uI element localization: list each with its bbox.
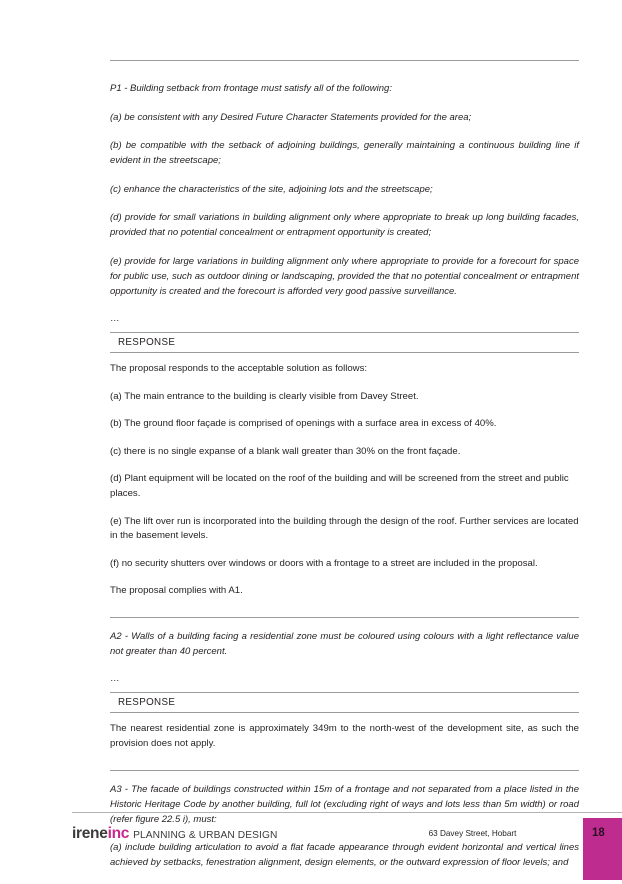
provision-p1-item-a: (a) be consistent with any Desired Future Character Statements provided for the area;: [110, 111, 472, 123]
response-1-item-d: (d) Plant equipment will be located on the roof of the building and will be screened from the street and public places.: [110, 473, 569, 499]
response-1-item-e: (e) The lift over run is incorporated into the building through the design of the roof. Further services are located in the basement levels.: [110, 515, 579, 542]
provision-a2-block: [110, 617, 579, 686]
response-heading-2: [110, 692, 579, 713]
page-footer: [0, 812, 622, 880]
response-1-rule-below: [110, 352, 579, 353]
response-2-rule-below: [110, 712, 579, 713]
response-1-label: RESPONSE: [118, 337, 176, 348]
response-heading-1: [110, 332, 579, 353]
brand-logo: [72, 825, 277, 843]
response-1-item-c: (c) there is no single expanse of a blank wall greater than 30% on the front façade.: [110, 445, 461, 457]
provision-p1-item-c: (c) enhance the characteristics of the site, adjoining lots and the streetscape;: [110, 183, 433, 195]
provision-a2-text: A2 - Walls of a building facing a residential zone must be coloured using colours with a light reflectance value not greater than 40 percent.: [110, 630, 579, 657]
brand-name-first: irene: [72, 825, 108, 842]
page-number-tab: [583, 818, 622, 880]
response-2-text: The nearest residential zone is approximately 349m to the north-west of the development site, as such the provision does not apply.: [110, 723, 579, 750]
provision-a2-ellipsis: …: [110, 673, 120, 685]
footer-address: 63 Davey Street, Hobart: [428, 829, 517, 838]
provision-a3-intro: A3 - The facade of buildings constructed within 15m of a frontage and not separated from a place listed in the Historic Heritage Code by another building, full lot (excluding right of ways and lots less than 5m width) or road (refer figure 22.5 i), must:: [110, 783, 579, 825]
top-divider: [110, 60, 579, 61]
footer-divider: [72, 812, 622, 813]
provision-a3-item-a: (a) include building articulation to avoid a flat facade appearance through evident horizontal and vertical lines achieved by setbacks, fenestration alignment, design elements, or the outward expression of floor levels; and: [110, 842, 579, 869]
provision-p1-intro: P1 - Building setback from frontage must satisfy all of the following:: [110, 83, 392, 94]
response-1-item-f: (f) no security shutters over windows or doors with a frontage to a street are included in the proposal.: [110, 557, 538, 569]
brand-tagline: PLANNING & URBAN DESIGN: [133, 830, 278, 841]
provision-p1-item-d: (d) provide for small variations in building alignment only where appropriate to break up long building facades, provided that no potential concealment or entrapment opportunity is created;: [110, 212, 579, 238]
response-1-intro: The proposal responds to the acceptable solution as follows:: [110, 363, 368, 374]
provision-a2-rule-above: [110, 617, 579, 618]
response-1-conclusion: The proposal complies with A1.: [110, 585, 243, 597]
provision-p1-ellipsis: …: [110, 313, 120, 324]
provision-a3-rule-above: [110, 770, 579, 771]
response-1-item-b: (b) The ground floor façade is comprised of openings with a surface area in excess of 40%.: [110, 418, 497, 430]
provision-p1-item-e: (e) provide for large variations in building alignment only where appropriate to provide for a forecourt for space for public use, such as outdoor dining or landscaping, provided the that no potential concealment or entrapment opportunity is created and the forecourt is afforded very good passive surveillance.: [110, 255, 579, 297]
brand-name-second: inc: [107, 825, 130, 842]
response-2-label: RESPONSE: [118, 697, 176, 709]
response-1-item-a: (a) The main entrance to the building is clearly visible from Davey Street.: [110, 390, 419, 402]
page-content: [107, 60, 579, 884]
page-number: 18: [592, 827, 605, 839]
provision-p1-item-b: (b) be compatible with the setback of adjoining buildings, generally maintaining a continuous building line if evident in the streetscape;: [110, 140, 579, 166]
